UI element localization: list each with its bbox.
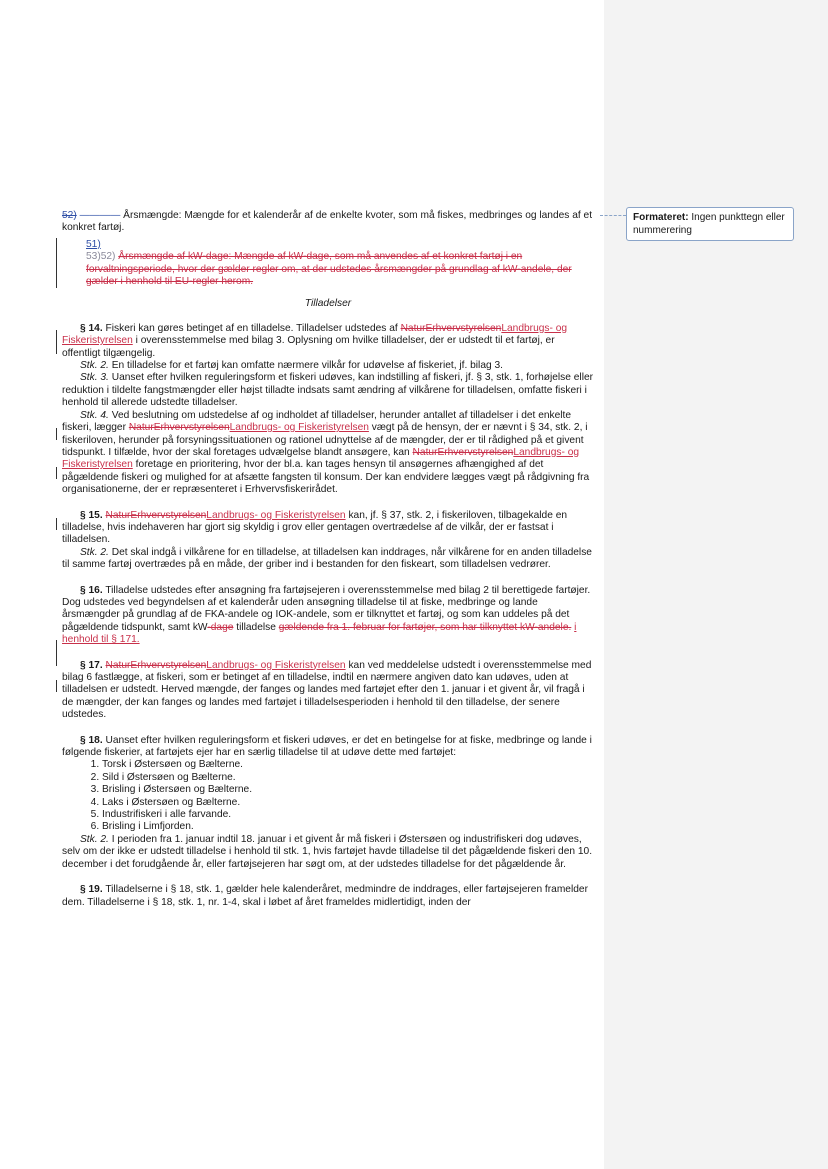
comment-label: Formateret: xyxy=(633,212,689,223)
change-bar xyxy=(56,518,57,530)
definition-52 xyxy=(62,210,594,235)
old-number: 53)52) xyxy=(86,251,116,263)
section-18-stk2 xyxy=(62,834,594,871)
section-number: § 17. xyxy=(80,659,103,671)
section-text: Uanset efter hvilken reguleringsform et fiskeri udøves, kan indstilling af fiskeri, jf. § 3, stk. 1, forhøjelse eller reduktion i tildelte fangstmængder eller højst tilladte indsats samt ændring af vilkårene for tilladelsen, omfatte fiskeri i henhold til allerede udstedte tilladelser. xyxy=(62,372,594,409)
section-number: § 19. xyxy=(80,884,103,896)
deleted-text: NaturErhvervstyrelsen xyxy=(128,422,230,434)
section-text: Ved beslutning om udstedelse af og indholdet af tilladelser, herunder antallet af tilladelser i det enkelte fiskeri, lægger xyxy=(62,409,572,434)
inserted-text: Landbrugs- og Fiskeristyrelsen xyxy=(206,659,346,671)
section-text: Fiskeri kan gøres betinget af en tilladelse. Tilladelser udstedes af xyxy=(105,322,398,334)
list-item: 2. Sild i Østersøen og Bælterne. xyxy=(102,772,594,784)
fishery-list xyxy=(62,759,594,833)
deleted-text: NaturErhvervstyrelsen xyxy=(400,322,502,334)
section-text: I perioden fra 1. januar indtil 18. januar i et givent år må fiskeri i Østersøen og industrifiskeri dog udøves, selv om der ikke er udstedt tilladelse i henhold til stk. 1, hvis fartøjet havde tilladelse til det pågældende fiskeri den 10. december i det forudgående år, eller fartøjsejeren har søgt om, at der udstedes tilladelse for det pågældende år. xyxy=(62,833,593,870)
section-text: En tilladelse for et fartøj kan omfatte nærmere vilkår for udøvelse af fiskeriet, jf. bilag 3. xyxy=(111,360,503,372)
deleted-text: -dage xyxy=(207,621,234,633)
deleted-definition: Årsmængde af kW-dage: Mængde af kW-dage, som må anvendes af et konkret fartøj i en forvaltningsperiode, hvor der gælder regler om, at der udstedes årsmængder på grundlag af kW-andele, der gælder i henhold til EU-regler herom. xyxy=(86,251,572,288)
section-number: § 18. xyxy=(80,734,103,746)
document-page xyxy=(62,210,594,909)
section-17 xyxy=(62,660,594,722)
format-comment-balloon[interactable] xyxy=(626,207,794,241)
section-text: Tilladelserne i § 18, stk. 1, gælder hele kalenderåret, medmindre de inddrages, eller fartøjsejeren framelder dem. Tilladelserne i § 18, stk. 1, nr. 1-4, skal i løbet af året frameldes midlertidigt, inden der xyxy=(62,884,588,908)
change-bar xyxy=(56,330,57,354)
section-text: Uanset efter hvilken reguleringsform et fiskeri udøves, er det en betingelse for at fiske, medbringe og lande i følgende fiskerier, at fartøjets ejer har en særlig tilladelse til at udøve dette med fartøjet: xyxy=(62,734,592,759)
section-14-stk3 xyxy=(62,372,594,409)
stk-label: Stk. 2. xyxy=(80,360,109,372)
section-16 xyxy=(62,585,594,647)
deleted-text: NaturErhvervstyrelsen xyxy=(105,509,207,521)
definition-text: Årsmængde: Mængde for et kalenderår af de enkelte kvoter, som må fiskes, medbringes og landes af et konkret fartøj. xyxy=(62,210,593,234)
comment-connector-line xyxy=(600,215,626,217)
section-text: Tilladelse udstedes efter ansøgning fra fartøjsejeren i overensstemmelse med bilag 2 til berettigede fartøjer. Dog udstedes ved begyndelsen af et kalenderår uden ansøgning tilladelse til at fiske, medbringe og lande årsmængder på grundlag af de FKA-andele og IOK-andele, som er tilknyttet et fartøj, og som kan uddeles på det pågældende tidspunkt, samt kW xyxy=(62,584,591,633)
section-15 xyxy=(62,510,594,547)
deleted-text: NaturErhvervstyrelsen xyxy=(412,446,514,458)
section-text: kan ved meddelelse udstedt i overensstemmelse med bilag 6 fastlægge, at fiskeri, som er betinget af en tilladelse, indtil en nærmere angiven dato kan udøves, uden at tilladelsen er udstedt. Herved mængde, der fanges og landes med fartøjet efter den 1. januar i et givent år, vil fragå i de mængder, der kan fanges og landes med fartøjet i tilladelsesperioden i henhold til den tilladelse, der senere udstedes. xyxy=(62,659,592,721)
list-item: 3. Brisling i Østersøen og Bælterne. xyxy=(102,784,594,796)
dash-leader: ———— xyxy=(79,210,121,221)
change-bar xyxy=(56,467,57,479)
stk-label: Stk. 2. xyxy=(80,546,109,558)
section-text: tilladelse xyxy=(236,621,276,633)
section-text: Det skal indgå i vilkårene for en tilladelse, at tilladelsen kan inddrages, når vilkårene for en anden tilladelse til samme fartøj overtrædes på en måde, der griber ind i bestanden for den fiskeart, som tilladelsen vedrører. xyxy=(62,546,592,571)
stk-label: Stk. 3. xyxy=(80,372,109,384)
section-text: vægt på de hensyn, der er nævnt i § 34, stk. 2, i fiskeriloven, herunder på forsyningssituationen og rationel udnyttelse af de mængder, der er til rådighed på et givent tidspunkt. I tilfælde, hvor der skal foretages udvælgelse blandt ansøgere, kan xyxy=(62,422,588,458)
section-19 xyxy=(62,884,594,909)
section-number: § 15. xyxy=(80,509,103,521)
list-item: 1. Torsk i Østersøen og Bælterne. xyxy=(102,759,594,771)
section-14 xyxy=(62,323,594,360)
change-bar xyxy=(56,640,57,666)
stk-label: Stk. 2. xyxy=(80,833,109,845)
list-item: 4. Laks i Østersøen og Bælterne. xyxy=(102,797,594,809)
list-item: 6. Brisling i Limfjorden. xyxy=(102,821,594,833)
change-bar xyxy=(56,238,57,288)
section-text: i overensstemmelse med bilag 3. Oplysning om hvilke tilladelser, der er udstedt til et fartøj, er offentligt tilgængelig. xyxy=(62,335,555,359)
section-14-stk4 xyxy=(62,410,594,497)
inserted-text: Landbrugs- og Fiskeristyrelsen xyxy=(229,422,369,434)
section-text: foretage en prioritering, hvor der bl.a. kan tages hensyn til ansøgernes afhængighed af det pågældende fiskeri og mulighed for at afsætte fangsten til konsum. Der kan endvidere lægges vægt på rådgivning fra organisationerne, der er repræsenteret i Erhvervsfiskerirådet. xyxy=(62,459,590,496)
section-18 xyxy=(62,735,594,760)
section-number: § 14. xyxy=(80,322,103,334)
section-14-stk2 xyxy=(62,360,594,372)
section-number: § 16. xyxy=(80,584,103,596)
inserted-text: Landbrugs- og Fiskeristyrelsen xyxy=(62,446,580,471)
inserted-text: Landbrugs- og Fiskeristyrelsen xyxy=(62,322,568,347)
change-bar xyxy=(56,680,57,692)
comment-text: Ingen punkttegn eller nummerering xyxy=(633,212,785,236)
deleted-text: gældende fra 1. februar for fartøjer, som har tilknyttet kW-andele. xyxy=(278,621,572,633)
old-number: 52) xyxy=(62,210,77,221)
section-text: kan, jf. § 37, stk. 2, i fiskeriloven, tilbagekalde en tilladelse, hvis indehaveren har gjort sig skyldig i grov eller gentagen overtrædelse af de vilkår, der er fastsat i tilladelsen. xyxy=(62,509,568,546)
list-item: 5. Industrifiskeri i alle farvande. xyxy=(102,809,594,821)
change-bar xyxy=(56,428,57,440)
comment-margin-pane xyxy=(604,0,828,1169)
section-15-stk2 xyxy=(62,547,594,572)
deleted-text: NaturErhvervstyrelsen xyxy=(105,659,207,671)
new-number: 51) xyxy=(86,238,101,250)
section-heading: Tilladelser xyxy=(304,298,352,310)
inserted-text: i henhold til § 171. xyxy=(62,621,577,646)
inserted-text: Landbrugs- og Fiskeristyrelsen xyxy=(206,509,346,521)
definition-51 xyxy=(62,239,594,289)
stk-label: Stk. 4. xyxy=(80,409,109,421)
